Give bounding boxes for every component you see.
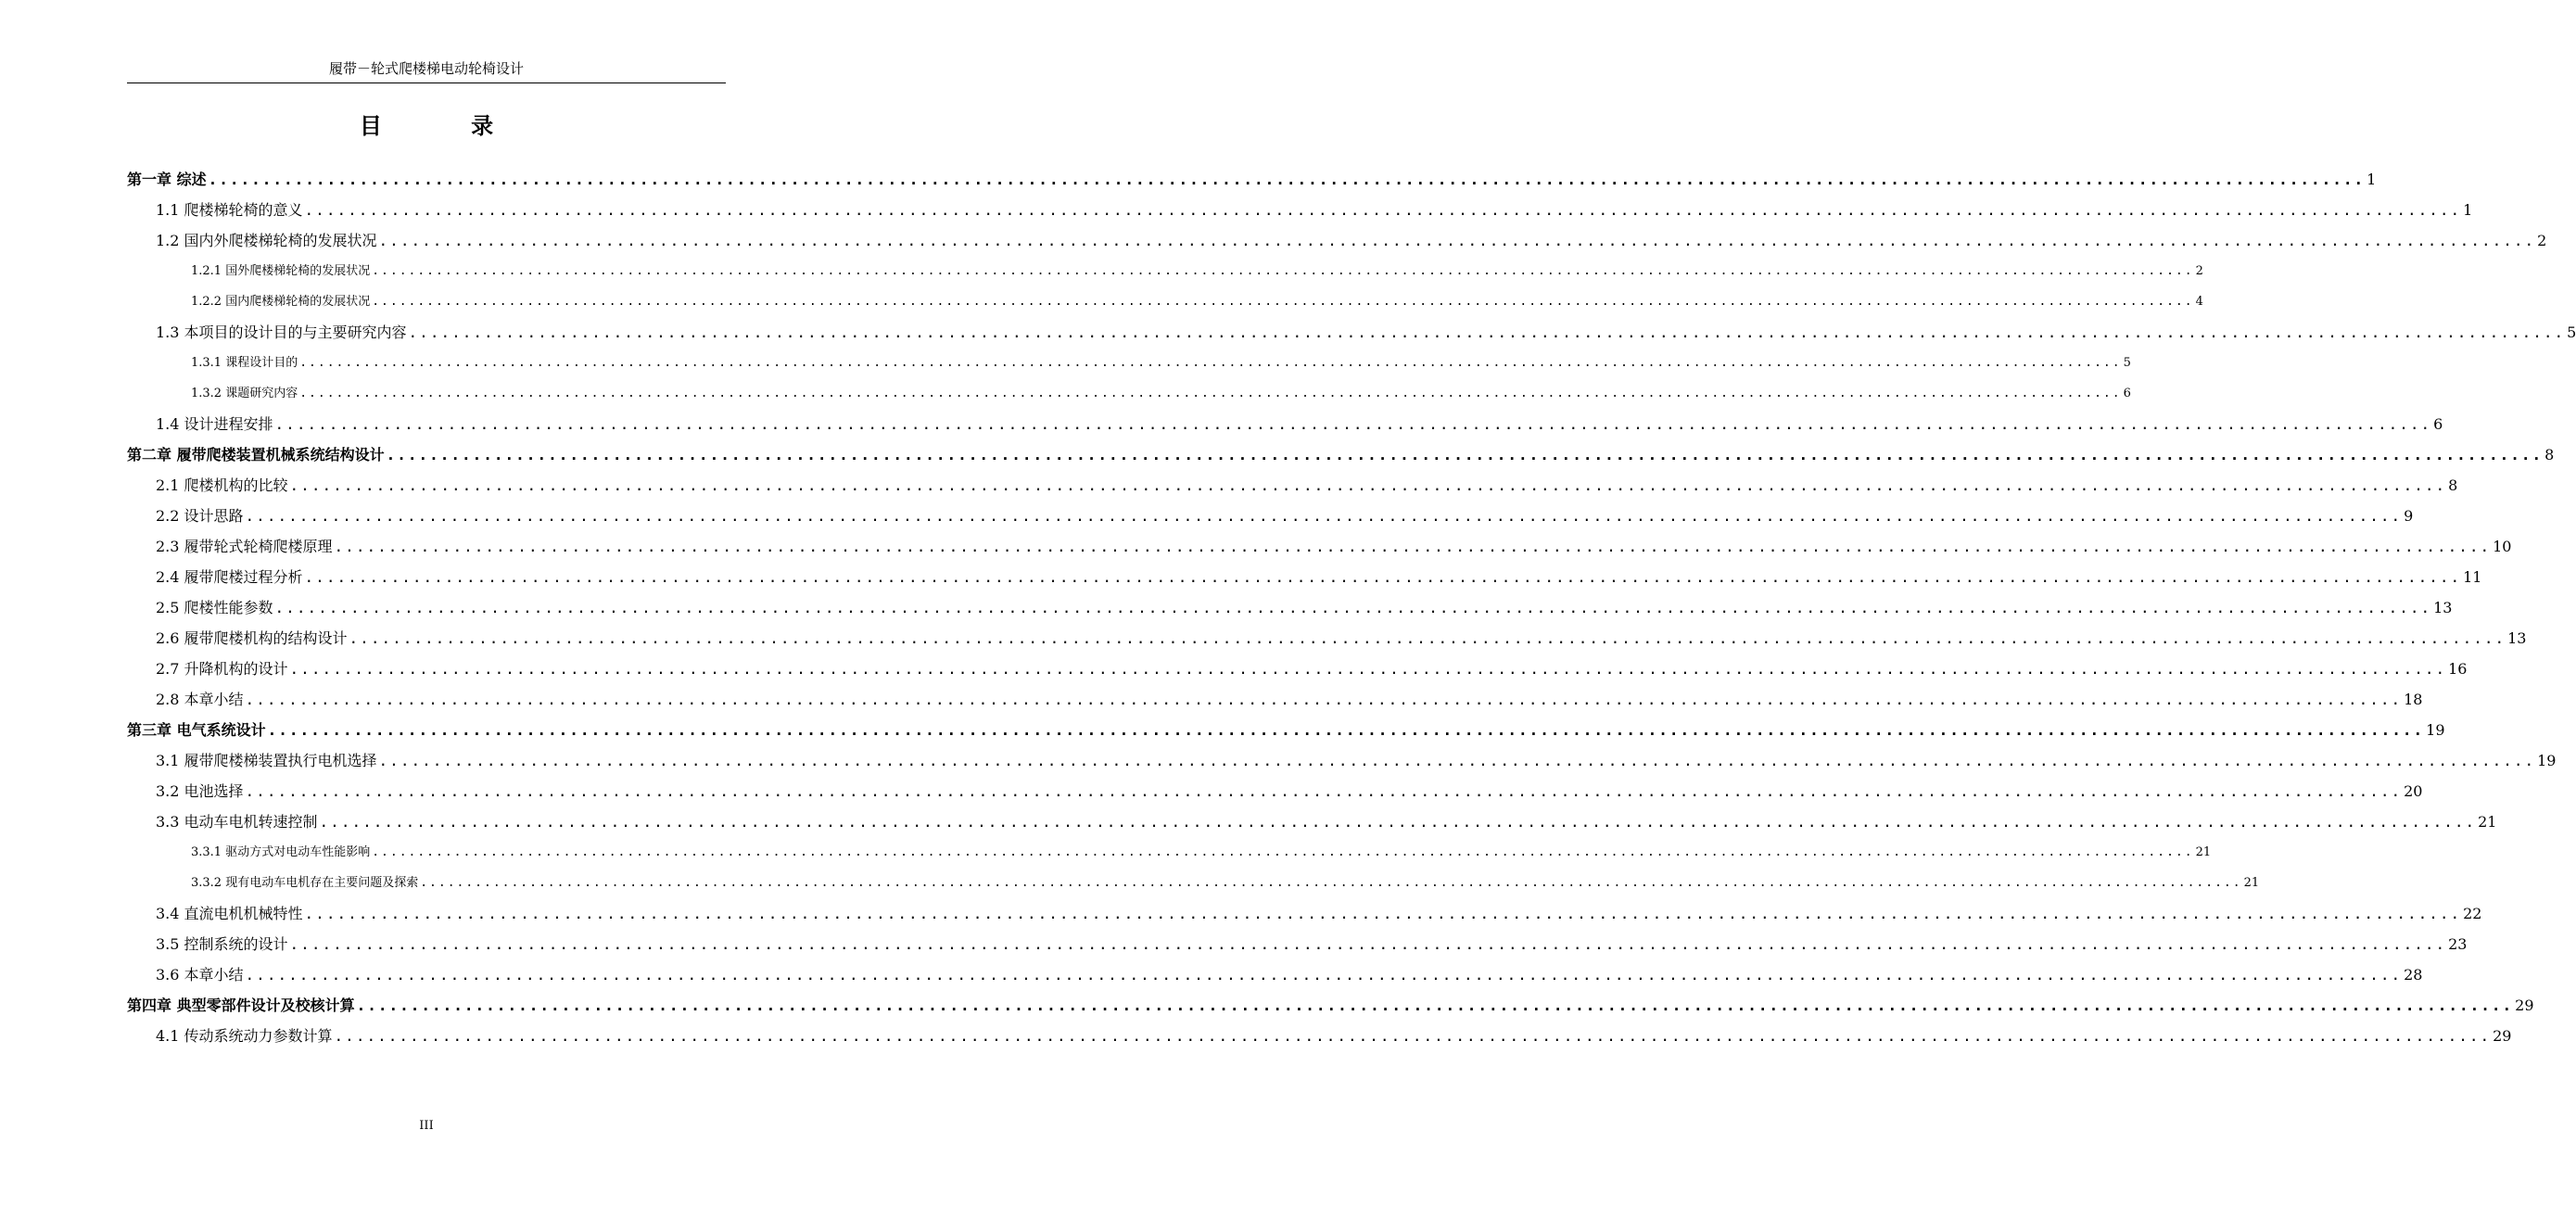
toc-entry-title: 4.1 传动系统动力参数计算 bbox=[156, 1027, 333, 1045]
toc-entry-page: 5 bbox=[2123, 356, 2131, 370]
toc-leader-dots: ........................................................................................................................................................................................................ bbox=[245, 966, 2403, 984]
toc-entry-page: 1 bbox=[2463, 201, 2473, 219]
toc-entry-page: 16 bbox=[2448, 660, 2468, 678]
toc-entry-page: 8 bbox=[2544, 446, 2555, 463]
toc-entry-page: 8 bbox=[2448, 476, 2458, 494]
toc-entry-page: 9 bbox=[2404, 507, 2414, 525]
toc-entry-title: 3.1 履带爬楼梯装置执行电机选择 bbox=[156, 752, 377, 769]
toc-entry-title: 1.2.1 国外爬楼梯轮椅的发展状况 bbox=[191, 264, 371, 278]
toc-entry bbox=[191, 350, 2131, 376]
toc-entry bbox=[156, 565, 2482, 590]
toc-entry-title: 3.3.2 现有电动车电机存在主要问题及探索 bbox=[191, 876, 419, 890]
toc-entry-page: 10 bbox=[2493, 538, 2512, 555]
toc-entry bbox=[156, 412, 2443, 438]
toc-entry-title: 2.2 设计思路 bbox=[156, 507, 244, 525]
toc-entry-page: 6 bbox=[2433, 415, 2443, 433]
toc-entry bbox=[191, 870, 2260, 896]
toc-entry-title: 3.6 本章小结 bbox=[156, 966, 244, 984]
toc-entry bbox=[156, 932, 2468, 958]
toc-leader-dots: ........................................................................................................................................................................................................ bbox=[378, 232, 2536, 249]
toc-entry-title: 3.3 电动车电机转速控制 bbox=[156, 813, 318, 831]
toc-entry bbox=[156, 962, 2423, 988]
toc-entry bbox=[156, 595, 2453, 621]
toc-entry-page: 2 bbox=[2195, 264, 2203, 278]
toc-entry-page: 20 bbox=[2404, 782, 2423, 800]
toc-leader-dots: ........................................................................................................................................................................................................ bbox=[299, 387, 2122, 400]
toc-leader-dots: ........................................................................................................................................................................................................ bbox=[245, 782, 2403, 800]
toc-entry-page: 22 bbox=[2463, 905, 2482, 922]
page-number: III bbox=[419, 1119, 434, 1133]
toc-leader-dots: ........................................................................................................................................................................................................ bbox=[334, 1027, 2492, 1045]
toc-entry bbox=[191, 289, 2203, 315]
toc-entry-page: 2 bbox=[2537, 232, 2547, 249]
toc-leader-dots: ........................................................................................................................................................................................................ bbox=[319, 813, 2477, 831]
toc-entry bbox=[156, 228, 2547, 254]
toc-entry bbox=[191, 381, 2131, 407]
toc-entry-title: 3.3.1 驱动方式对电动车性能影响 bbox=[191, 845, 371, 859]
toc-entry-page: 21 bbox=[2195, 845, 2212, 859]
toc-entry-page: 1 bbox=[2367, 171, 2377, 188]
toc-entry bbox=[156, 901, 2482, 927]
toc-leader-dots: ........................................................................................................................................................................................................ bbox=[378, 752, 2536, 769]
toc-entry bbox=[156, 534, 2512, 560]
toc-leader-dots: ........................................................................................................................................................................................................ bbox=[245, 507, 2403, 525]
toc-entry-title: 2.6 履带爬楼机构的结构设计 bbox=[156, 629, 348, 647]
toc-entry-page: 13 bbox=[2433, 599, 2453, 616]
toc-leader-dots: ........................................................................................................................................................................................................ bbox=[289, 660, 2447, 678]
toc-leader-dots: ........................................................................................................................................................................................................ bbox=[372, 295, 2194, 309]
toc-entry bbox=[156, 626, 2527, 652]
toc-entry bbox=[127, 442, 2555, 468]
toc-leader-dots: ........................................................................................................................................................................................................ bbox=[349, 629, 2506, 647]
toc-leader-dots: ........................................................................................................................................................................................................ bbox=[304, 568, 2462, 586]
toc-entry-page: 19 bbox=[2537, 752, 2557, 769]
toc-entry-title: 3.5 控制系统的设计 bbox=[156, 935, 288, 953]
toc-leader-dots: ........................................................................................................................................................................................................ bbox=[334, 538, 2492, 555]
toc-entry bbox=[156, 748, 2557, 774]
toc-leader-dots: ........................................................................................................................................................................................................ bbox=[267, 721, 2425, 739]
toc-entry-page: 29 bbox=[2493, 1027, 2512, 1045]
toc-leader-dots: ........................................................................................................................................................................................................ bbox=[289, 476, 2447, 494]
toc-entry bbox=[156, 809, 2497, 835]
toc-leader-dots: ........................................................................................................................................................................................................ bbox=[274, 599, 2432, 616]
toc-leader-dots: ........................................................................................................................................................................................................ bbox=[274, 415, 2432, 433]
toc-leader-dots: ........................................................................................................................................................................................................ bbox=[386, 446, 2544, 463]
toc-leader-dots: ........................................................................................................................................................................................................ bbox=[245, 691, 2403, 708]
toc-entry-page: 5 bbox=[2567, 324, 2576, 341]
toc-entry-page: 13 bbox=[2507, 629, 2527, 647]
toc-entry-page: 19 bbox=[2426, 721, 2445, 739]
toc-leader-dots: ........................................................................................................................................................................................................ bbox=[372, 264, 2194, 278]
toc-entry-page: 28 bbox=[2404, 966, 2423, 984]
toc-entry-page: 11 bbox=[2463, 568, 2482, 586]
toc-entry-title: 第四章 典型零部件设计及校核计算 bbox=[127, 997, 355, 1014]
toc-entry-title: 1.2 国内外爬楼梯轮椅的发展状况 bbox=[156, 232, 377, 249]
toc-entry-page: 23 bbox=[2448, 935, 2468, 953]
toc-entry-title: 3.2 电池选择 bbox=[156, 782, 244, 800]
toc-entry bbox=[156, 1023, 2512, 1049]
toc-leader-dots: ........................................................................................................................................................................................................ bbox=[304, 201, 2462, 219]
toc-entry bbox=[191, 259, 2203, 285]
toc-leader-dots: ........................................................................................................................................................................................................ bbox=[420, 876, 2242, 890]
toc-entry bbox=[191, 840, 2212, 866]
toc-entry-title: 2.7 升降机构的设计 bbox=[156, 660, 288, 678]
toc-entry bbox=[156, 779, 2423, 805]
toc-entry bbox=[156, 473, 2458, 499]
toc-entry-page: 21 bbox=[2243, 876, 2260, 890]
toc-entry bbox=[127, 717, 2445, 743]
toc-entry-title: 第三章 电气系统设计 bbox=[127, 721, 266, 739]
toc-entry-title: 1.1 爬楼梯轮椅的意义 bbox=[156, 201, 303, 219]
toc-entry-title: 2.3 履带轮式轮椅爬楼原理 bbox=[156, 538, 333, 555]
toc-entry bbox=[156, 320, 2576, 346]
toc-entry-page: 18 bbox=[2404, 691, 2423, 708]
toc-entry-page: 6 bbox=[2123, 387, 2131, 400]
toc-entry bbox=[156, 656, 2468, 682]
toc-leader-dots: ........................................................................................................................................................................................................ bbox=[372, 845, 2194, 859]
toc-entry-title: 2.1 爬楼机构的比较 bbox=[156, 476, 288, 494]
toc-leader-dots: ........................................................................................................................................................................................................ bbox=[299, 356, 2122, 370]
toc-entry-title: 1.2.2 国内爬楼梯轮椅的发展状况 bbox=[191, 295, 371, 309]
toc-entry bbox=[156, 503, 2414, 529]
toc-entry bbox=[156, 197, 2473, 223]
page-title: 目 录 bbox=[359, 113, 535, 139]
toc-leader-dots: ........................................................................................................................................................................................................ bbox=[356, 997, 2514, 1014]
toc-entry bbox=[127, 167, 2377, 193]
toc-leader-dots: ........................................................................................................................................................................................................ bbox=[208, 171, 2366, 188]
toc-leader-dots: ........................................................................................................................................................................................................ bbox=[408, 324, 2566, 341]
toc-entry-title: 1.3.2 课题研究内容 bbox=[191, 387, 298, 400]
toc-entry bbox=[127, 993, 2534, 1019]
toc-entry-page: 21 bbox=[2478, 813, 2497, 831]
toc-leader-dots: ........................................................................................................................................................................................................ bbox=[304, 905, 2462, 922]
toc-entry-title: 第一章 综述 bbox=[127, 171, 207, 188]
toc-entry bbox=[156, 687, 2423, 713]
toc-entry-title: 2.4 履带爬楼过程分析 bbox=[156, 568, 303, 586]
toc-entry-page: 4 bbox=[2195, 295, 2203, 309]
toc-entry-title: 1.4 设计进程安排 bbox=[156, 415, 273, 433]
toc-entry-title: 3.4 直流电机机械特性 bbox=[156, 905, 303, 922]
toc-entry-title: 1.3 本项目的设计目的与主要研究内容 bbox=[156, 324, 407, 341]
toc-entry-page: 29 bbox=[2515, 997, 2534, 1014]
running-header: 履带－轮式爬楼梯电动轮椅设计 bbox=[127, 59, 726, 83]
toc-entry-title: 1.3.1 课程设计目的 bbox=[191, 356, 298, 370]
toc-entry-title: 2.5 爬楼性能参数 bbox=[156, 599, 273, 616]
toc-entry-title: 第二章 履带爬楼装置机械系统结构设计 bbox=[127, 446, 385, 463]
toc-leader-dots: ........................................................................................................................................................................................................ bbox=[289, 935, 2447, 953]
toc-entry-title: 2.8 本章小结 bbox=[156, 691, 244, 708]
